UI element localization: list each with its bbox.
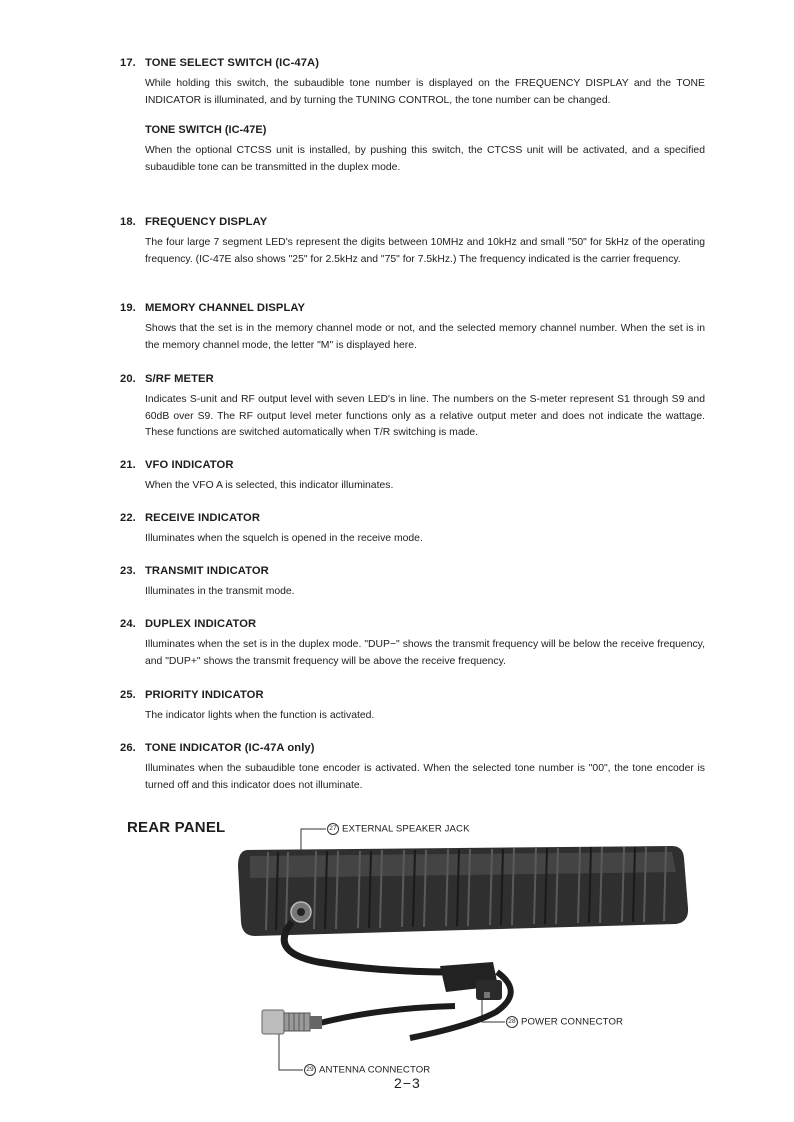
callout-label: ANTENNA CONNECTOR bbox=[319, 1064, 431, 1076]
item-title: MEMORY CHANNEL DISPLAY bbox=[145, 302, 306, 314]
item-number: 25. bbox=[120, 689, 136, 701]
item-title: RECEIVE INDICATOR bbox=[145, 512, 261, 524]
item-number: 23. bbox=[120, 565, 136, 577]
rear-panel-title: REAR PANEL bbox=[127, 819, 226, 836]
antenna-cable-image bbox=[262, 1006, 455, 1034]
item-description: Illuminates when the subaudible tone encoder is activated. When the selected tone number is "00", the tone encoder is turned off and this indicator does not illuminate. bbox=[145, 763, 705, 791]
callout-external-speaker-jack bbox=[327, 823, 470, 835]
item-number: 24. bbox=[120, 618, 136, 630]
item-description: Illuminates in the transmit mode. bbox=[145, 586, 295, 597]
callout-number: 28 bbox=[506, 1016, 518, 1028]
callout-number: 27 bbox=[327, 823, 339, 835]
item-description: Illuminates when the set is in the duplex mode. "DUP−" shows the transmit frequency will be below the receive frequency, and "DUP+" shows the transmit frequency will be above the receive frequency. bbox=[145, 639, 705, 667]
item-title: TONE INDICATOR (IC-47A only) bbox=[145, 742, 315, 754]
item-number: 18. bbox=[120, 216, 136, 228]
callout-number: 29 bbox=[304, 1064, 316, 1076]
item-description: Indicates S-unit and RF output level with seven LED's in line. The numbers on the S-meter represent S1 through S9 and 60dB over S9. The RF output level meter functions only as a relative output meter and does not indicate the wattage. These functions are switched automatically when T/R switching is made. bbox=[145, 394, 705, 438]
item-title: DUPLEX INDICATOR bbox=[145, 618, 257, 630]
item-number: 26. bbox=[120, 742, 136, 754]
item-number: 21. bbox=[120, 459, 136, 471]
item-description: The indicator lights when the function is activated. bbox=[145, 710, 375, 721]
item-title: TRANSMIT INDICATOR bbox=[145, 565, 269, 577]
item-description: When the VFO A is selected, this indicator illuminates. bbox=[145, 480, 394, 491]
callout-label: POWER CONNECTOR bbox=[521, 1016, 624, 1028]
speaker-jack-image bbox=[291, 902, 311, 922]
heatsink-image bbox=[238, 846, 688, 936]
item-number: 19. bbox=[120, 302, 136, 314]
item-title: S/RF METER bbox=[145, 373, 214, 385]
item-title: PRIORITY INDICATOR bbox=[145, 689, 264, 701]
sub-heading: TONE SWITCH (IC-47E) bbox=[145, 124, 267, 136]
item-number: 22. bbox=[120, 512, 136, 524]
item-description: The four large 7 segment LED's represent the digits between 10MHz and 10kHz and small "50" for 5kHz of the operating frequency. (IC-47E also shows "25" for 2.5kHz and "75" for 7.5kHz.) The frequency indicated is the carrier frequency. bbox=[145, 237, 705, 265]
item-title: TONE SELECT SWITCH (IC-47A) bbox=[145, 57, 320, 69]
item-number: 20. bbox=[120, 373, 136, 385]
item-title: FREQUENCY DISPLAY bbox=[145, 216, 268, 228]
item-number: 17. bbox=[120, 57, 136, 69]
sub-description: When the optional CTCSS unit is installed, by pushing this switch, the CTCSS unit will be activated, and a specified subaudible tone can be transmitted in the duplex mode. bbox=[145, 145, 705, 173]
item-title: VFO INDICATOR bbox=[145, 459, 234, 471]
page-number: 2−3 bbox=[394, 1075, 421, 1091]
item-description: Illuminates when the squelch is opened in the receive mode. bbox=[145, 533, 423, 544]
callout-label: EXTERNAL SPEAKER JACK bbox=[342, 823, 470, 835]
item-description: While holding this switch, the subaudible tone number is displayed on the FREQUENCY DISPLAY and the TONE INDICATOR is illuminated, and by turning the TUNING CONTROL, the tone number can be changed. bbox=[145, 78, 705, 106]
item-description: Shows that the set is in the memory channel mode or not, and the selected memory channel number. When the set is in the memory channel mode, the letter "M" is displayed here. bbox=[145, 323, 705, 351]
callout-power-connector bbox=[506, 1016, 623, 1028]
